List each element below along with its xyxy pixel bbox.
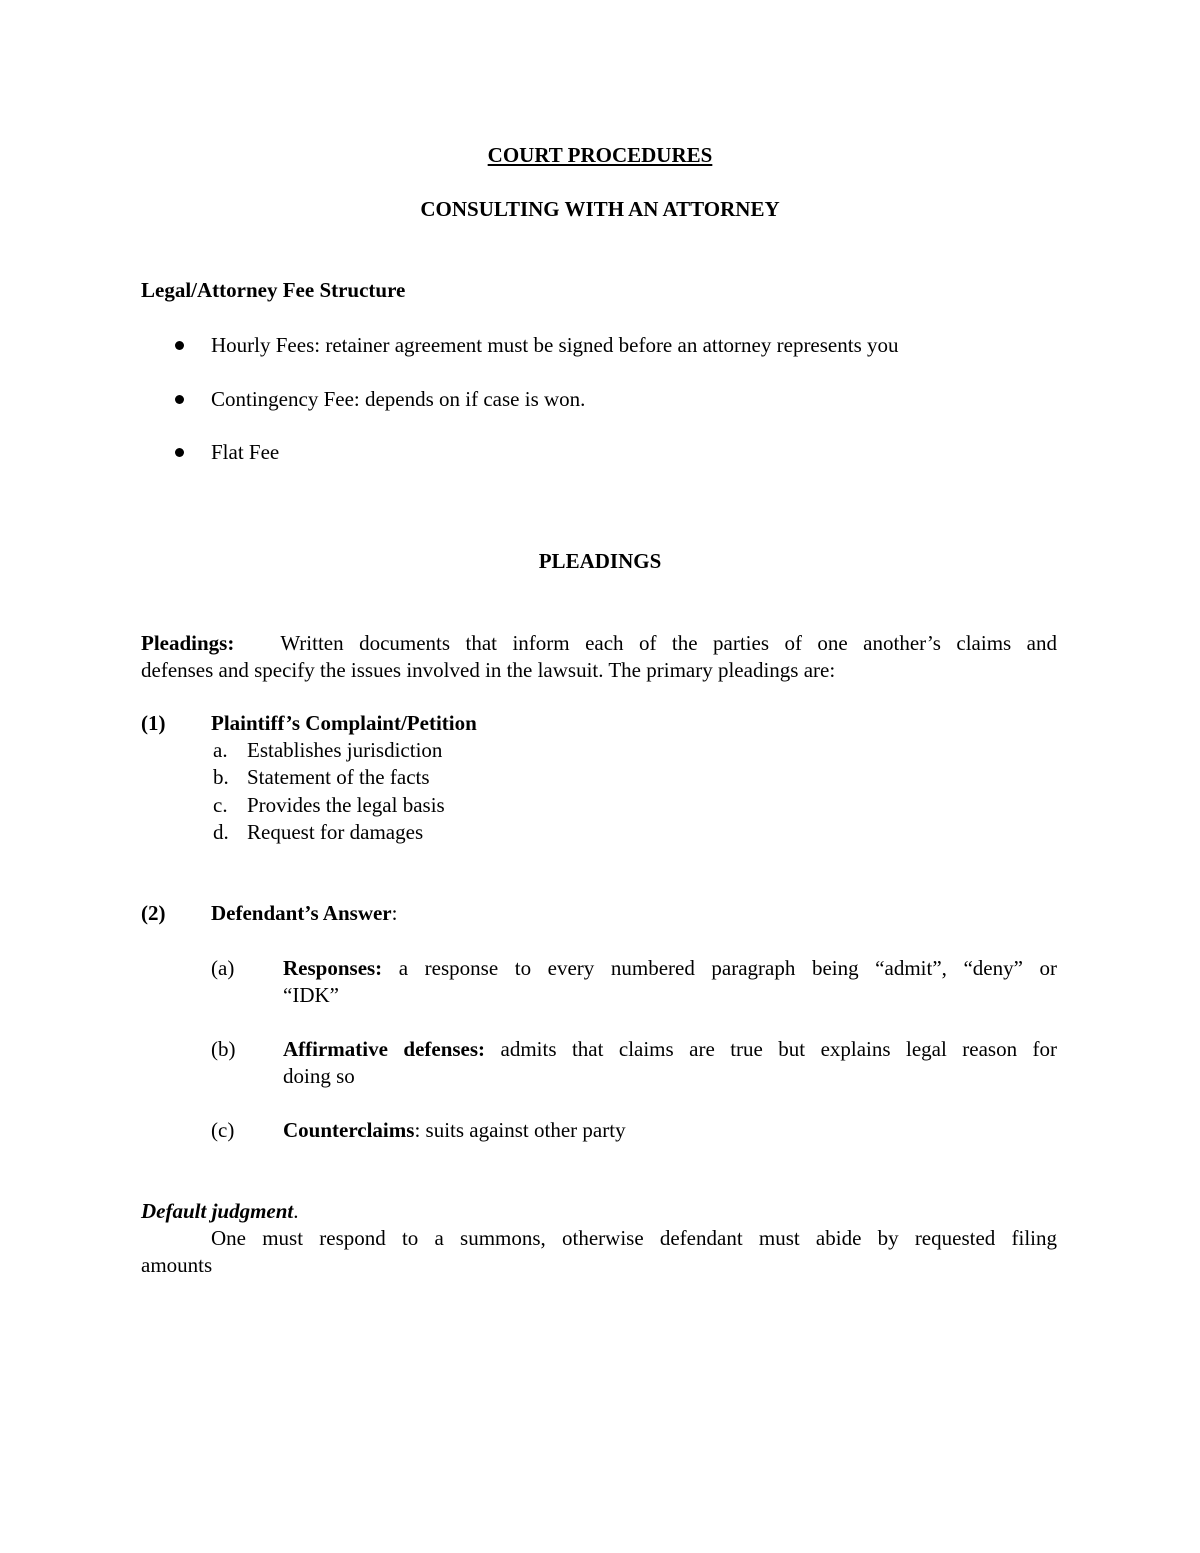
pleadings-term: Pleadings: [141,631,235,655]
pleadings-definition: Written documents that inform each of the parties of one another’s claims and [280,631,1057,655]
answer-item-letter: (c) [211,1118,235,1142]
default-judgment-line2: amounts [141,1253,213,1277]
answer-heading: Defendant’s Answer [211,901,392,925]
default-judgment-line1: One must respond to a summons, otherwise defendant must abide by requested filing [211,1226,1057,1250]
answer-item-letter: (b) [211,1037,236,1061]
complaint-item-letter: a. [213,738,228,762]
answer-item-text: admits that claims are true but explains legal reason for [500,1037,1057,1061]
complaint-item-text: Statement of the facts [247,765,430,789]
fee-item-hourly: Hourly Fees: retainer agreement must be signed before an attorney represents you [211,333,899,357]
answer-item-line2: doing so [283,1064,355,1088]
pleadings-intro-line1 [141,630,1057,657]
default-judgment-suffix: . [293,1199,299,1223]
complaint-item-letter: c. [213,793,228,817]
document-title: COURT PROCEDURES [487,143,713,167]
complaint-heading: Plaintiff’s Complaint/Petition [211,711,477,735]
pleadings-heading: PLEADINGS [538,549,662,573]
answer-item-line1 [283,955,1057,982]
default-judgment-heading [141,1198,299,1225]
answer-item-line2: “IDK” [283,983,339,1007]
answer-item-term: Affirmative defenses: [283,1037,486,1061]
complaint-item-text: Establishes jurisdiction [247,738,443,762]
bullet-icon [175,341,184,350]
fee-item-contingency: Contingency Fee: depends on if case is won. [211,387,586,411]
complaint-number: (1) [141,711,166,735]
answer-item-term: Responses: [283,956,383,980]
answer-heading-line [211,900,397,927]
fee-structure-heading: Legal/Attorney Fee Structure [141,278,406,302]
bullet-icon [175,395,184,404]
complaint-item-letter: b. [213,765,229,789]
answer-item-letter: (a) [211,956,235,980]
answer-item-text: a response to every numbered paragraph being “admit”, “deny” or [398,956,1058,980]
bullet-icon [175,448,184,457]
answer-number: (2) [141,901,166,925]
answer-item-line1 [283,1117,626,1144]
complaint-item-text: Provides the legal basis [247,793,445,817]
answer-item-text: : suits against other party [414,1118,626,1142]
default-judgment-term: Default judgment [141,1199,294,1223]
pleadings-intro-line2: defenses and specify the issues involved in the lawsuit. The primary pleadings are: [141,658,836,682]
fee-item-flat: Flat Fee [211,440,280,464]
answer-heading-suffix: : [391,901,398,925]
document-subtitle: CONSULTING WITH AN ATTORNEY [420,197,780,221]
answer-item-term: Counterclaims [283,1118,415,1142]
complaint-item-text: Request for damages [247,820,424,844]
answer-item-line1 [283,1036,1057,1063]
complaint-item-letter: d. [213,820,229,844]
